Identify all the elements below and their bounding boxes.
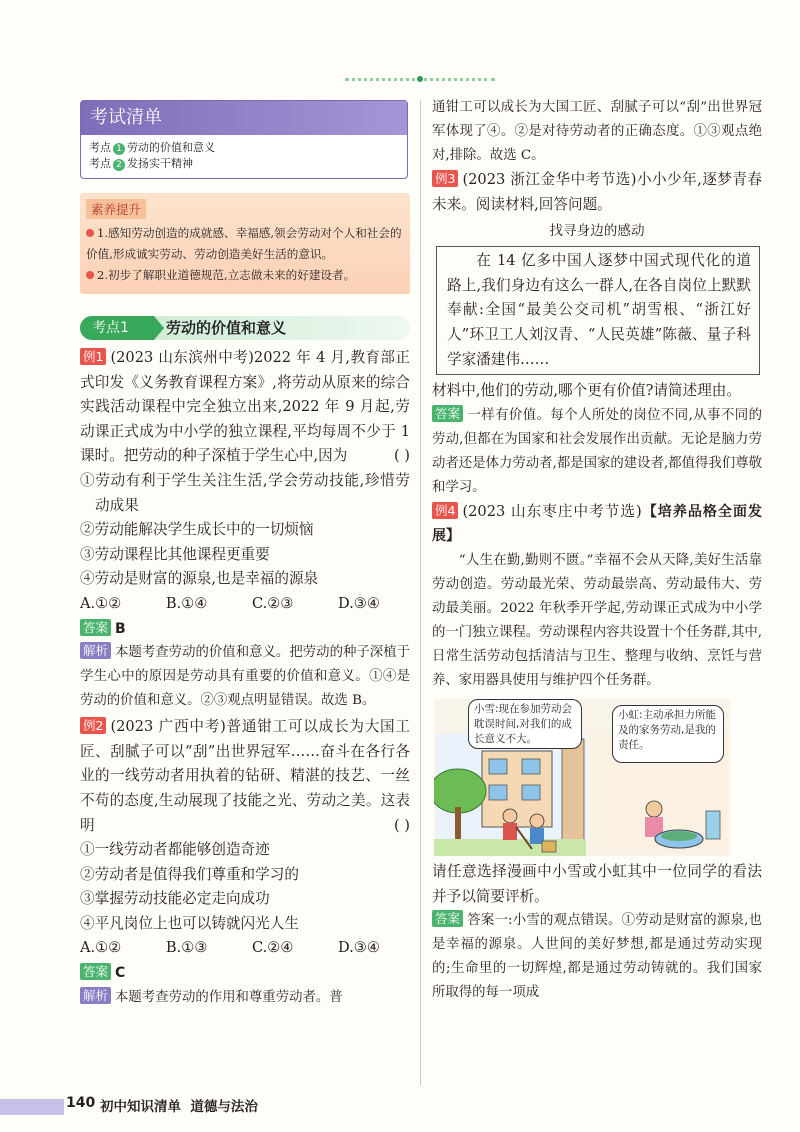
option: ①劳动有利于学生关注生活,学会劳动技能,珍惜劳动成果	[80, 471, 410, 514]
example-stem: 例3 (2023 浙江金华中考节选)小小少年,逐梦青春未来。阅读材料,回答问题。	[432, 171, 762, 213]
choice-d: D.③④	[337, 939, 380, 957]
answer-bracket: ( )	[393, 816, 410, 834]
quality-badge: 【培养品格全面发展】	[432, 503, 762, 545]
exam-list-title: 考试清单	[81, 101, 407, 135]
material-title: 找寻身边的感动	[549, 223, 645, 240]
answer: 答案 C	[80, 961, 410, 986]
option: ②劳动者是值得我们尊重和学习的	[80, 865, 299, 883]
option: ②劳动能解决学生成长中的一切烦恼	[80, 521, 314, 539]
option: ③掌握劳动技能必定走向成功	[80, 890, 270, 908]
choices	[80, 592, 380, 617]
option: ③劳动课程比其他课程更重要	[80, 545, 270, 563]
bullet-icon	[86, 229, 94, 237]
answer-tag: 答案	[80, 619, 111, 636]
item-text: 发扬实干精神	[127, 157, 193, 170]
literacy-title: 素养提升	[86, 199, 146, 219]
example-tag: 例2	[80, 717, 106, 734]
right-column	[432, 96, 762, 1005]
footer-bar	[0, 1099, 64, 1115]
column-divider	[420, 100, 421, 1085]
question: 材料中,他们的劳动,哪个更有价值?请简述理由。	[432, 382, 741, 400]
example-1	[80, 346, 410, 713]
choice-b: B.①④	[165, 594, 208, 612]
speech-bubble-xiaohong: 小虹:主动承担力所能及的家务劳动,是我的责任。	[612, 705, 724, 763]
number-badge: 2	[113, 159, 125, 171]
number-badge: 1	[113, 143, 125, 155]
analysis-tag: 解析	[80, 642, 111, 659]
item-text: 劳动的价值和意义	[127, 141, 215, 154]
choices	[80, 936, 380, 961]
option: ①一线劳动者都能够创造奇迹	[80, 841, 270, 859]
answer: 答案 B	[80, 617, 410, 642]
answer-bracket: ( )	[393, 447, 410, 465]
top-decoration	[345, 78, 495, 85]
example-stem: 例1 (2023 山东滨州中考)2022 年 4 月,教育部正式印发《义务教育课程方案》,将劳动从原来的综合实践活动课程中完全独立出来,2022 年 9 月起,劳动课正式成为中小学的独立课程,平均每周不少于 1 课时。把劳动的种子深植于学生心中,因为 ( )	[80, 346, 410, 469]
example-tag: 例1	[80, 348, 106, 365]
example-tag: 例4	[432, 502, 458, 519]
choice-a: A.①②	[80, 594, 122, 612]
example-2	[80, 715, 410, 1010]
bullet-icon	[86, 271, 94, 279]
page-footer	[0, 1092, 800, 1122]
question: 请任意选择漫画中小雪或小虹其中一位同学的看法并予以简要评析。	[432, 862, 762, 905]
answer: 答案 一样有价值。每个人所处的岗位不同,从事不同的劳动,但都在为国家和社会发展作出贡献。无论是脑力劳动者还是体力劳动者,都是国家的建设者,都值得我们尊敬和学习。	[432, 405, 762, 495]
choice-c: C.②④	[251, 939, 294, 957]
item-prefix: 考点	[89, 157, 111, 170]
section-header	[80, 316, 410, 340]
answer-tag: 答案	[432, 910, 463, 927]
example-stem: 例4 (2023 山东枣庄中考节选)【培养品格全面发展】	[432, 502, 762, 545]
analysis-continued: 通钳工可以成长为大国工匠、刮腻子可以“刮”出世界冠军体现了④。②是对待劳动者的正确态度。①③观点绝对,排除。故选 C。	[432, 100, 762, 163]
item-prefix: 考点	[89, 141, 111, 154]
choice-d: D.③④	[337, 594, 380, 612]
material-box	[436, 246, 760, 375]
choice-c: C.②③	[251, 594, 294, 612]
left-column	[80, 100, 410, 1010]
choice-b: B.①③	[165, 939, 208, 957]
section-label: 考点1	[80, 316, 154, 340]
cartoon-illustration	[434, 699, 730, 856]
speech-bubble-xiaoxue: 小雪:现在参加劳动会耽误时间,对我们的成长意义不大。	[468, 699, 582, 749]
option: ④劳动是财富的源泉,也是幸福的源泉	[80, 570, 319, 588]
literacy-box	[80, 193, 410, 294]
example-tag: 例3	[432, 170, 458, 187]
example-stem: 例2 (2023 广西中考)普通钳工可以成长为大国工匠、刮腻子可以“刮”出世界冠军……奋斗在各行各业的一线劳动者用执着的钻研、精湛的技艺、一丝不苟的态度,生动展现了技能之光、劳动之美。这表明 ( )	[80, 715, 410, 838]
analysis: 解析 本题考查劳动的价值和意义。把劳动的种子深植于学生心中的原因是劳动具有重要的价值和意义。①④是劳动的价值和意义。②③观点明显错误。故选 B。	[80, 643, 410, 709]
example-4	[432, 500, 762, 1005]
analysis-tag: 解析	[80, 987, 111, 1004]
literacy-item: 2.初步了解职业道德规范,立志做未来的好建设者。	[86, 265, 404, 286]
example-3	[432, 168, 762, 500]
material-text: 在 14 亿多中国人逐梦中国式现代化的道路上,我们身边有这么一群人,在各自岗位上默默奉献:全国“最美公交司机”胡雪根、“浙江好人”环卫工人刘汉青、“人民英雄”陈薇、量子科学家潘建伟……	[447, 252, 751, 368]
answer: 答案 答案一:小雪的观点错误。①劳动是财富的源泉,也是幸福的源泉。人世间的美好梦想,都是通过劳动实现的;生命里的一切辉煌,都是通过劳动铸就的。我们国家所取得的每一项成	[432, 911, 762, 1001]
answer-tag: 答案	[80, 963, 111, 980]
footer-title: 初中知识清单 道德与法治	[100, 1099, 258, 1115]
choice-a: A.①②	[80, 939, 122, 957]
exam-list-item	[81, 156, 407, 172]
material-text: “人生在勤,勤则不匮。”幸福不会从天降,美好生活靠劳动创造。劳动最光荣、劳动最崇高、劳动最伟大、劳动最美丽。2022 年秋季开学起,劳动课正式成为中小学的一门独立课程。劳动课程内容共设置十个任务群,其中,日常生活劳动包括清洁与卫生、整理与收纳、烹饪与营养、家用器具使用与维护四个任务群。	[432, 552, 762, 688]
exam-list-box	[80, 100, 408, 179]
literacy-item: 1.感知劳动创造的成就感、幸福感,领会劳动对个人和社会的价值,形成诚实劳动、劳动创造美好生活的意识。	[86, 226, 402, 261]
analysis: 解析 本题考查劳动的作用和尊重劳动者。普	[80, 986, 410, 1010]
page-number: 140	[66, 1095, 96, 1111]
section-title: 劳动的价值和意义	[166, 319, 287, 337]
answer-tag: 答案	[432, 405, 463, 422]
option: ④平凡岗位上也可以铸就闪光人生	[80, 914, 299, 932]
exam-list-item	[81, 140, 407, 156]
